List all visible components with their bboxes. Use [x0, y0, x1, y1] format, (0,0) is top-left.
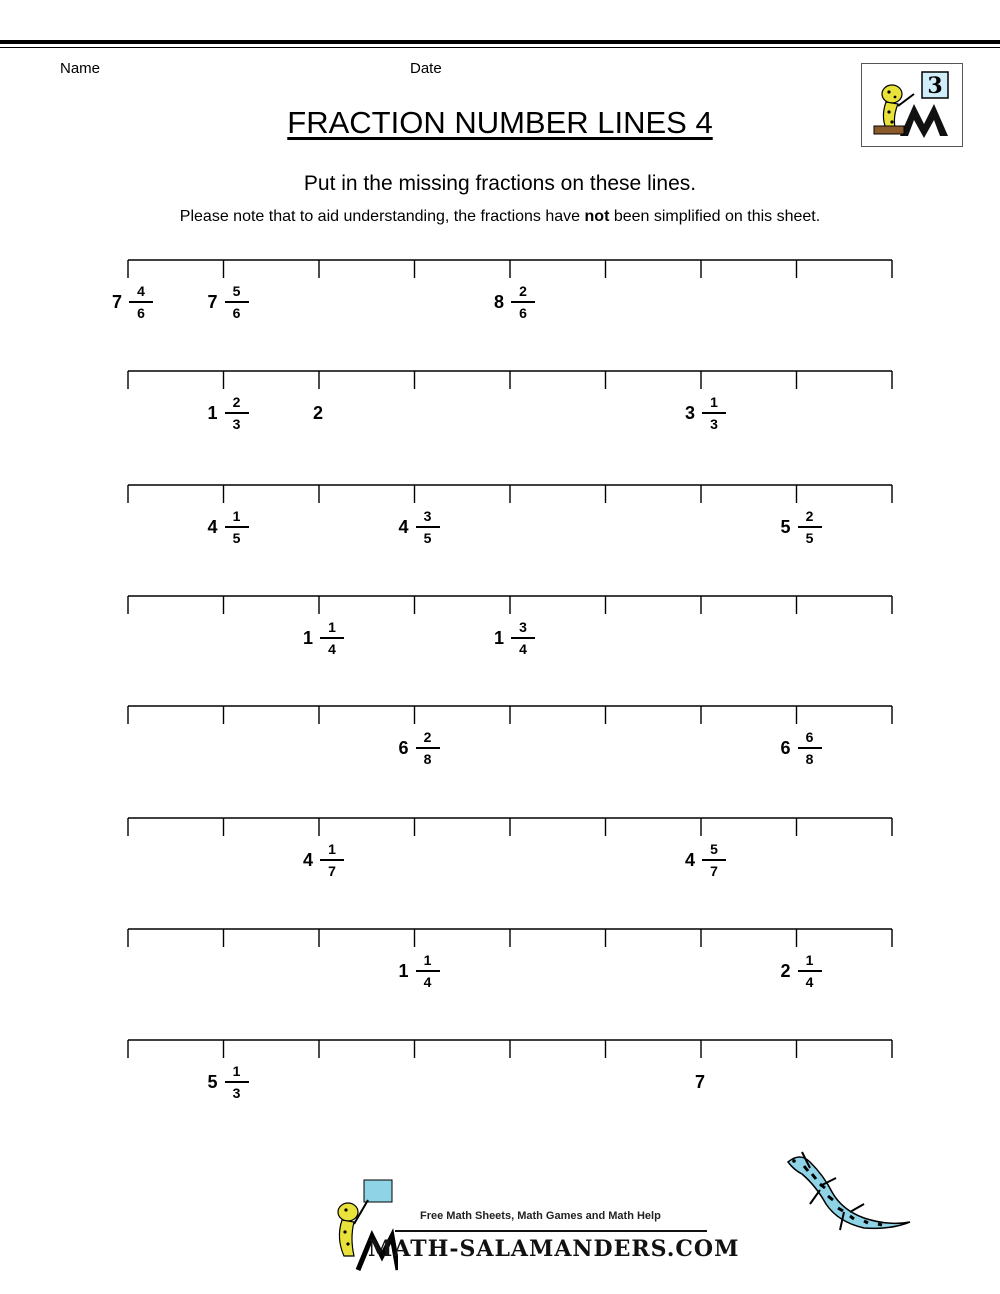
- mixed-number-whole: 7: [112, 292, 123, 312]
- numerator: 1: [232, 1063, 241, 1079]
- date-label: Date: [410, 60, 442, 77]
- fraction: [798, 507, 822, 547]
- fraction-bar: [225, 1081, 249, 1083]
- note-text-after: been simplified on this sheet.: [609, 208, 821, 225]
- fraction: [511, 282, 535, 322]
- fraction: [511, 618, 535, 658]
- fraction-bar: [511, 637, 535, 639]
- mixed-number-whole: 5: [780, 517, 791, 537]
- fraction: [416, 507, 440, 547]
- denominator: 3: [710, 415, 718, 432]
- fraction: [129, 282, 153, 322]
- mixed-number-whole: 1: [207, 403, 218, 423]
- denominator: 7: [328, 862, 336, 879]
- fraction: [798, 951, 822, 991]
- name-label: Name: [60, 60, 101, 77]
- fraction: [320, 618, 344, 658]
- numerator: 1: [710, 394, 718, 410]
- fraction-bar: [129, 301, 153, 303]
- note-text-bold: not: [584, 208, 610, 225]
- fraction-bar: [798, 970, 822, 972]
- mixed-number-whole: 4: [207, 517, 218, 537]
- numerator: 1: [232, 508, 241, 524]
- whole-number: 2: [313, 403, 324, 423]
- numerator: 2: [805, 508, 814, 524]
- numerator: 4: [137, 283, 145, 299]
- fraction: [225, 282, 249, 322]
- numerator: 2: [519, 283, 527, 299]
- denominator: 8: [423, 750, 432, 767]
- fraction: [225, 393, 249, 433]
- mixed-number-whole: 1: [398, 961, 409, 981]
- fraction-bar: [416, 526, 440, 528]
- numerator: 3: [519, 619, 527, 635]
- fraction-bar: [702, 859, 726, 861]
- denominator: 3: [232, 415, 241, 432]
- fraction-bar: [320, 637, 344, 639]
- mixed-number-whole: 7: [207, 292, 218, 312]
- denominator: 5: [232, 529, 241, 546]
- mixed-number-whole: 4: [685, 850, 696, 870]
- salamander-mascot-icon: [780, 1148, 915, 1243]
- top-rule-thin: [0, 47, 1000, 48]
- numerator: 2: [232, 394, 241, 410]
- fraction-bar: [416, 747, 440, 749]
- numerator: 3: [423, 508, 432, 524]
- numerator: 1: [805, 952, 814, 968]
- fraction: [702, 840, 726, 880]
- denominator: 5: [805, 529, 814, 546]
- numerator: 6: [805, 729, 814, 745]
- denominator: 6: [137, 304, 145, 321]
- denominator: 4: [328, 640, 336, 657]
- note-text-before: Please note that to aid understanding, the fractions have: [179, 208, 585, 225]
- footer-rule: [395, 1230, 707, 1232]
- denominator: 3: [232, 1084, 241, 1101]
- fraction-bar: [225, 526, 249, 528]
- mixed-number-whole: 6: [780, 738, 791, 758]
- fraction: [702, 393, 726, 433]
- fraction: [320, 840, 344, 880]
- footer-brand: MATH-SALAMANDERS.COM: [368, 1236, 740, 1262]
- mixed-number-whole: 3: [685, 403, 696, 423]
- fraction-bar: [702, 412, 726, 414]
- mixed-number-whole: 2: [780, 961, 791, 981]
- denominator: 4: [805, 973, 814, 990]
- fraction-bar: [225, 412, 249, 414]
- fraction: [225, 1062, 249, 1102]
- denominator: 8: [805, 750, 814, 767]
- numerator: 1: [423, 952, 432, 968]
- numerator: 1: [328, 841, 336, 857]
- grade-number: 3: [927, 73, 943, 99]
- numerator: 5: [232, 283, 241, 299]
- denominator: 7: [710, 862, 718, 879]
- mixed-number-whole: 6: [398, 738, 409, 758]
- mixed-number-whole: 4: [303, 850, 314, 870]
- fraction-bar: [798, 526, 822, 528]
- denominator: 4: [519, 640, 527, 657]
- fraction: [225, 507, 249, 547]
- fraction-bar: [416, 970, 440, 972]
- worksheet-title: FRACTION NUMBER LINES 4: [287, 105, 713, 140]
- instruction-note: [0, 208, 1000, 226]
- fraction-bar: [798, 747, 822, 749]
- mixed-number-whole: 1: [303, 628, 314, 648]
- fraction: [416, 951, 440, 991]
- fraction-bar: [320, 859, 344, 861]
- denominator: 4: [423, 973, 432, 990]
- whole-number: 7: [695, 1072, 706, 1092]
- fraction: [798, 728, 822, 768]
- top-rule: [0, 40, 1000, 44]
- fraction-bar: [511, 301, 535, 303]
- instruction-main: Put in the missing fractions on these lines.: [303, 172, 697, 195]
- denominator: 6: [232, 304, 241, 321]
- mixed-number-whole: 1: [494, 628, 505, 648]
- fraction-bar: [225, 301, 249, 303]
- mixed-number-whole: 8: [494, 292, 505, 312]
- denominator: 5: [423, 529, 432, 546]
- numerator: 2: [423, 729, 432, 745]
- denominator: 6: [519, 304, 527, 321]
- footer-tagline: Free Math Sheets, Math Games and Math Help: [420, 1210, 661, 1222]
- numerator: 1: [328, 619, 336, 635]
- numerator: 5: [710, 841, 718, 857]
- mixed-number-whole: 4: [398, 517, 409, 537]
- fraction: [416, 728, 440, 768]
- mixed-number-whole: 5: [207, 1072, 218, 1092]
